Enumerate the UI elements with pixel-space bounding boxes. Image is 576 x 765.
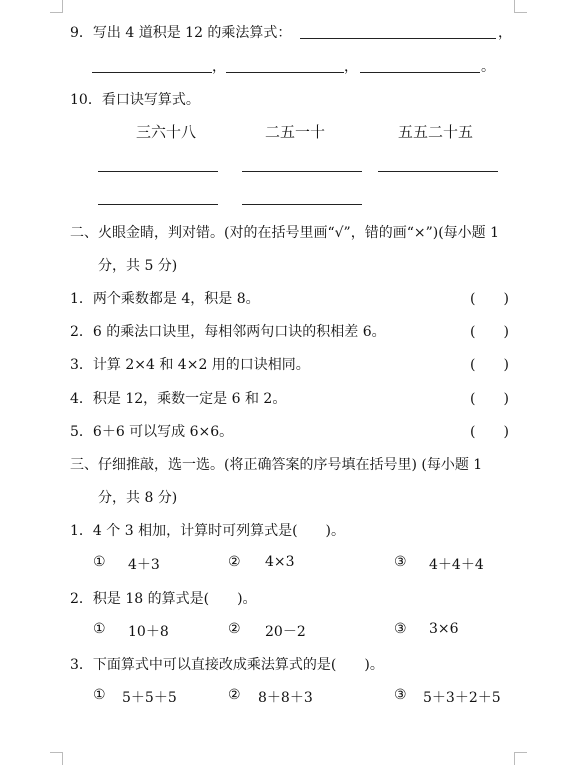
question-9: 9．写出 4 道积是 12 的乘法算式： (70, 25, 292, 41)
option-marker[interactable]: ③ (394, 687, 407, 703)
option-text: 4＋4＋4 (429, 557, 484, 573)
option-text: 5＋5＋5 (122, 690, 177, 706)
separator: ， (498, 25, 512, 41)
separator: ， (344, 59, 358, 75)
option-text: 4×3 (265, 554, 295, 570)
rhyme: 三六十八 (136, 123, 197, 141)
judge-item: 1．两个乘数都是 4，积是 8。 (70, 291, 260, 307)
option-marker[interactable]: ② (228, 687, 241, 703)
option-text: 4＋3 (128, 557, 160, 573)
answer-blank[interactable] (242, 204, 362, 205)
answer-paren[interactable]: ( ) (470, 291, 509, 307)
answer-blank[interactable] (226, 72, 344, 73)
answer-paren[interactable]: ( ) (470, 391, 509, 407)
option-text: 20－2 (265, 624, 306, 640)
rhyme: 五五二十五 (398, 123, 474, 141)
separator: 。 (481, 59, 495, 75)
answer-blank[interactable] (378, 171, 498, 172)
corner-mark-bottom-left (50, 752, 63, 765)
question-10: 10．看口诀写算式。 (70, 92, 200, 108)
corner-mark-top-right (514, 0, 527, 13)
option-marker[interactable]: ① (93, 621, 106, 637)
separator: ， (212, 59, 226, 75)
answer-paren[interactable]: ( ) (470, 424, 509, 440)
answer-blank[interactable] (242, 171, 362, 172)
choice-question-3: 3．下面算式中可以直接改成乘法算式的是( )。 (70, 657, 384, 673)
judge-item: 2．6 的乘法口诀里，每相邻两句口诀的积相差 6。 (70, 324, 386, 340)
option-marker[interactable]: ② (228, 621, 241, 637)
judge-item: 3．计算 2×4 和 4×2 用的口诀相同。 (70, 357, 310, 373)
judge-item: 5．6＋6 可以写成 6×6。 (70, 424, 234, 440)
option-marker[interactable]: ② (228, 554, 241, 570)
answer-blank[interactable] (360, 72, 480, 73)
option-text: 8＋8＋3 (258, 690, 313, 706)
corner-mark-top-left (50, 0, 63, 13)
choice-question-2: 2．积是 18 的算式是( )。 (70, 591, 257, 607)
answer-paren[interactable]: ( ) (470, 357, 509, 373)
choice-question-1: 1．4 个 3 相加，计算时可列算式是( )。 (70, 523, 345, 539)
section-2-heading: 二、火眼金睛，判对错。(对的在括号里画“√”，错的画“×”)(每小题 1 (70, 225, 500, 241)
option-marker[interactable]: ① (93, 554, 106, 570)
option-text: 5＋3＋2＋5 (423, 690, 501, 706)
corner-mark-bottom-right (514, 752, 527, 765)
rhyme: 二五一十 (265, 123, 326, 141)
option-marker[interactable]: ③ (394, 621, 407, 637)
option-text: 3×6 (429, 621, 459, 637)
judge-item: 4．积是 12，乘数一定是 6 和 2。 (70, 391, 287, 407)
answer-paren[interactable]: ( ) (470, 324, 509, 340)
option-text: 10＋8 (128, 624, 169, 640)
option-marker[interactable]: ① (93, 687, 106, 703)
answer-blank[interactable] (300, 38, 496, 39)
answer-blank[interactable] (92, 72, 212, 73)
option-marker[interactable]: ③ (394, 554, 407, 570)
section-3-heading: 三、仔细推敲，选一选。(将正确答案的序号填在括号里) (每小题 1 (70, 457, 483, 473)
answer-blank[interactable] (98, 171, 218, 172)
answer-blank[interactable] (98, 204, 218, 205)
section-3-heading-cont: 分，共 8 分) (98, 490, 178, 506)
section-2-heading-cont: 分，共 5 分) (98, 258, 178, 274)
